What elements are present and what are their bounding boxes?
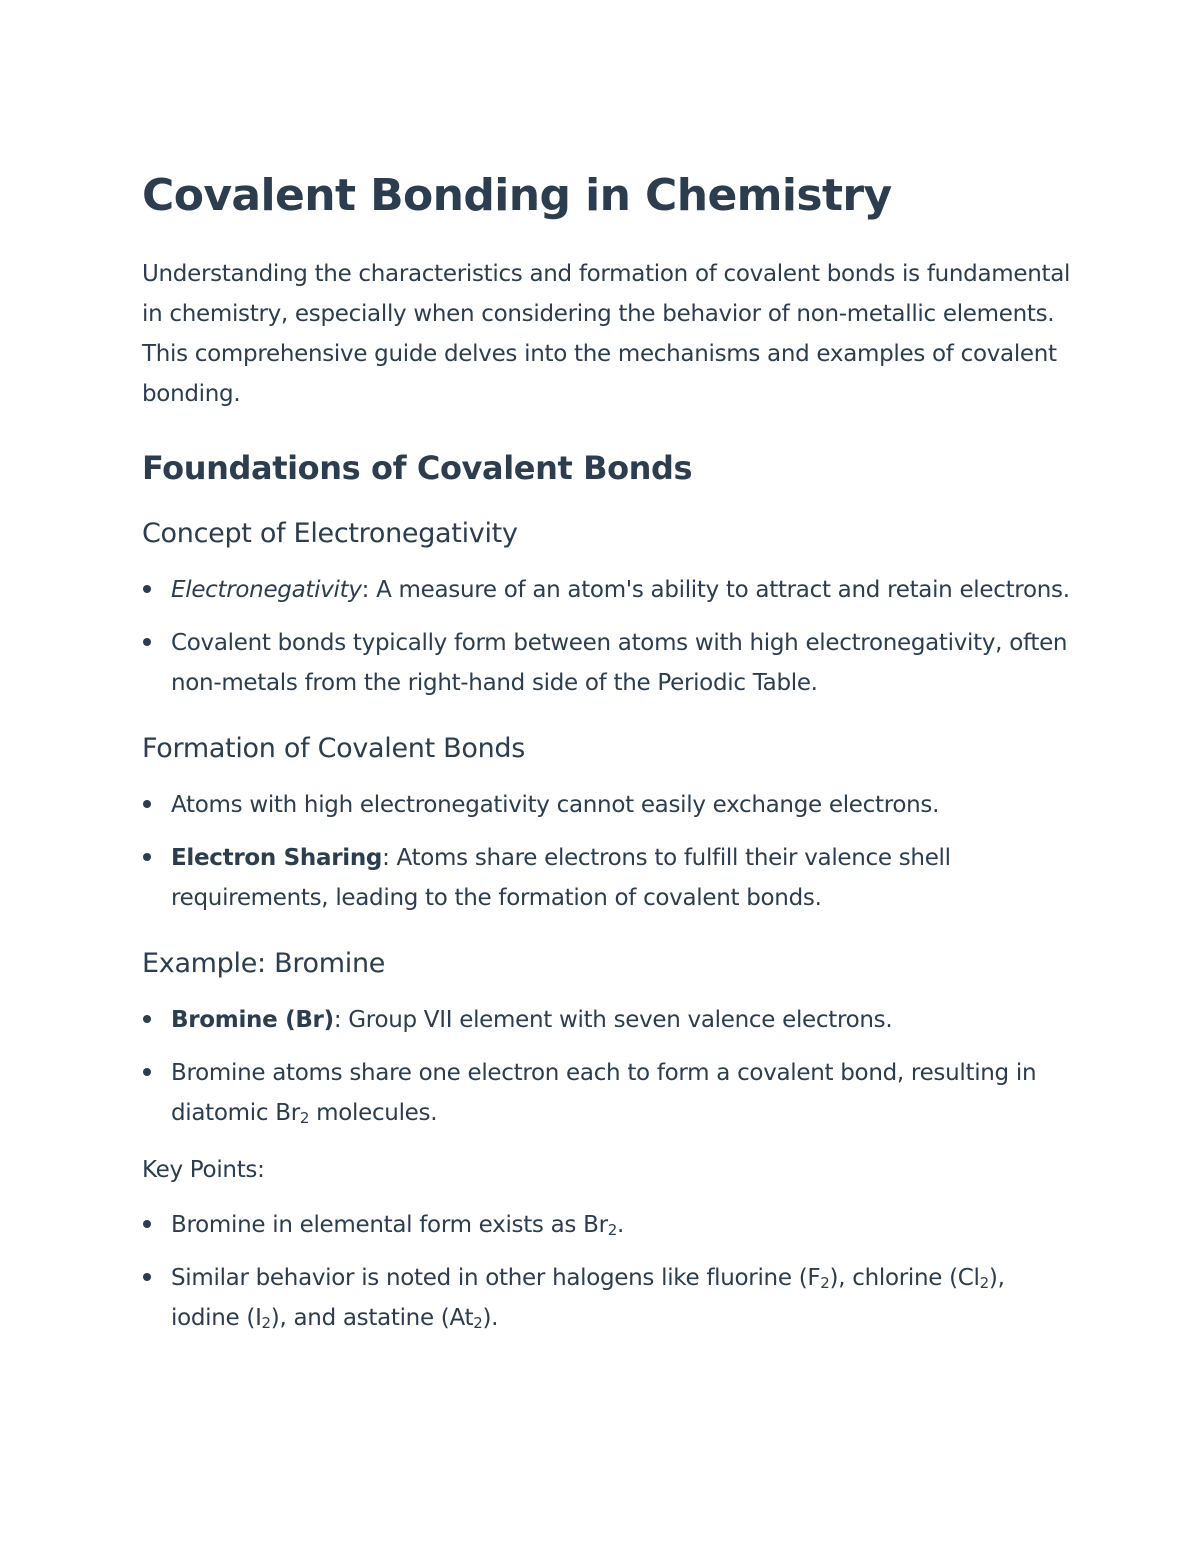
bullet-icon: [143, 638, 151, 646]
list-item-text: Similar behavior is noted in other halogens like fluorine (F: [171, 1265, 821, 1291]
subscript: 2: [820, 1274, 830, 1292]
page-title: Covalent Bonding in Chemistry: [142, 170, 892, 221]
bromine-heading: Example: Bromine: [142, 948, 386, 979]
list-item-text: : Atoms share electrons to fulfill their valence shell requirements, leading to the formation of covalent bonds.: [171, 845, 951, 911]
list-item: [142, 623, 1072, 703]
list-item-text: ), and astatine (At: [270, 1305, 474, 1331]
list-item-text: Atoms with high electronegativity cannot easily exchange electrons.: [171, 792, 940, 818]
term-electron-sharing: Electron Sharing: [171, 845, 383, 871]
term-bromine: Bromine (Br): [171, 1007, 334, 1033]
bullet-icon: [143, 1220, 151, 1228]
list-item-text: ), chlorine (Cl: [829, 1265, 980, 1291]
list-item-text: molecules.: [309, 1100, 438, 1126]
bullet-icon: [143, 1015, 151, 1023]
bromine-list: [142, 1000, 1072, 1133]
list-item: [142, 1258, 1072, 1338]
intro-paragraph: Understanding the characteristics and formation of covalent bonds is fundamental in chemistry, especially when considering the behavior of non-metallic elements. This comprehensive guide delves into the mechanisms and examples of covalent bonding.: [142, 261, 1071, 407]
section-heading: Foundations of Covalent Bonds: [142, 449, 693, 487]
list-item-text: : Group VII element with seven valence electrons.: [333, 1007, 893, 1033]
list-item: [142, 1205, 1072, 1245]
list-item-text: Bromine atoms share one electron each to form a covalent bond, resulting in diatomic Br: [171, 1060, 1037, 1126]
subscript: 2: [607, 1221, 618, 1239]
document-page: [142, 168, 1072, 1338]
electronegativity-heading: Concept of Electronegativity: [142, 518, 518, 549]
key-points-list: [142, 1205, 1072, 1338]
list-item-text: ), iodine (I: [171, 1265, 1005, 1331]
list-item: [142, 838, 1072, 918]
list-item-text: ).: [482, 1305, 499, 1331]
subscript: 2: [299, 1109, 310, 1127]
formation-heading: Formation of Covalent Bonds: [142, 733, 526, 764]
list-item: [142, 785, 1072, 825]
key-points-heading: Key Points:: [142, 1157, 265, 1183]
subscript: 2: [979, 1274, 989, 1292]
bullet-icon: [143, 1273, 151, 1281]
bullet-icon: [143, 1068, 151, 1076]
list-item: [142, 1000, 1072, 1040]
subscript: 2: [473, 1314, 483, 1332]
bullet-icon: [143, 853, 151, 861]
bullet-icon: [143, 585, 151, 593]
subscript: 2: [261, 1314, 271, 1332]
list-item-text: .: [617, 1212, 625, 1238]
term-electronegativity: Electronegativity: [171, 577, 362, 603]
list-item: [142, 570, 1072, 610]
list-item-text: Bromine in elemental form exists as Br: [171, 1212, 608, 1238]
list-item: [142, 1053, 1072, 1133]
list-item-text: : A measure of an atom's ability to attract and retain electrons.: [361, 577, 1070, 603]
electronegativity-list: [142, 570, 1072, 703]
bullet-icon: [143, 800, 151, 808]
list-item-text: Covalent bonds typically form between atoms with high electronegativity, often non-metals from the right-hand side of the Periodic Table.: [171, 630, 1068, 696]
formation-list: [142, 785, 1072, 918]
